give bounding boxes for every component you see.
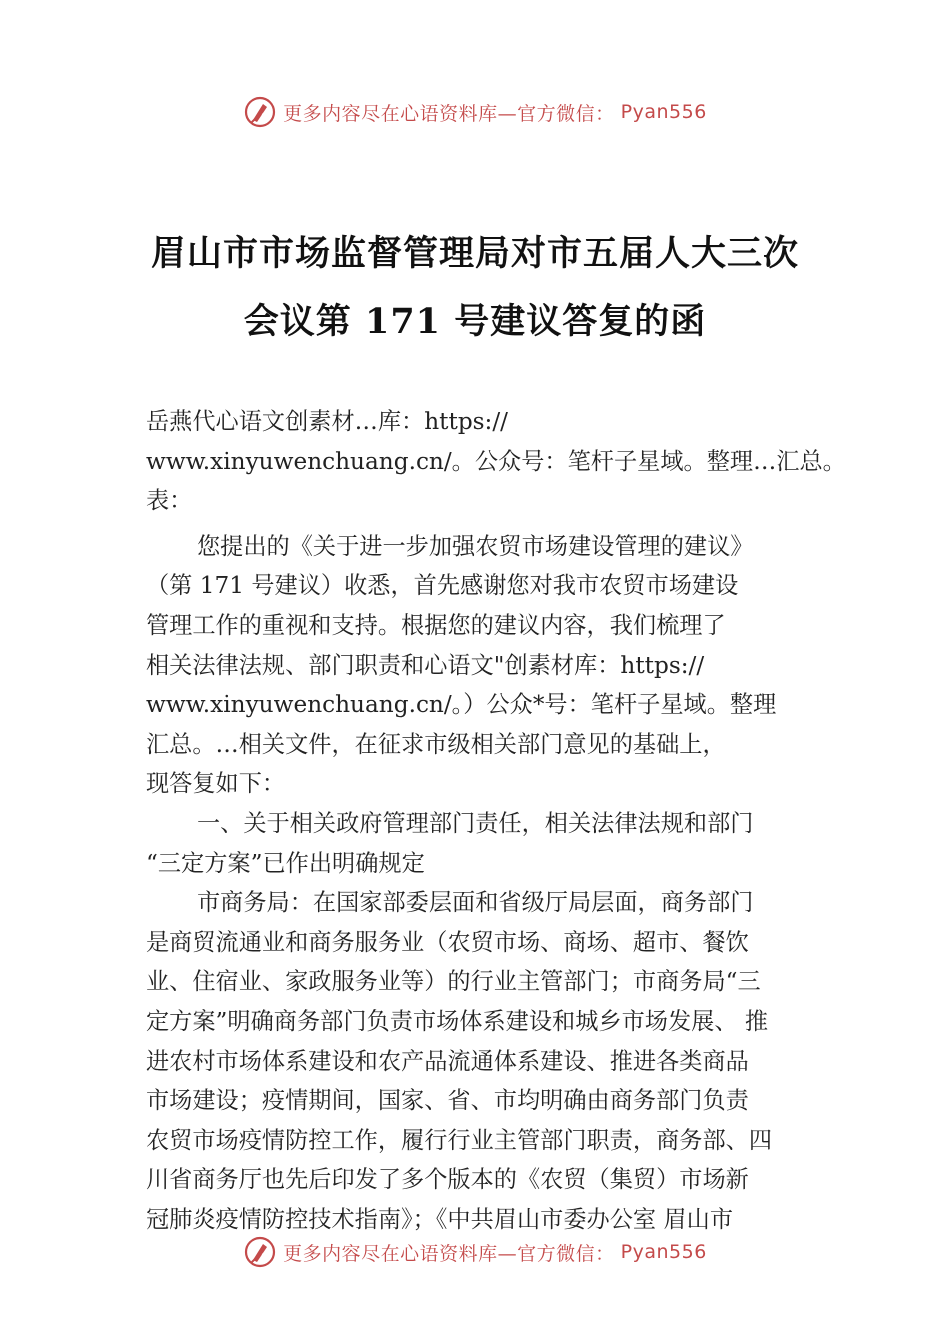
paragraph-line: 市场建设；疫情期间，国家、省、市均明确由商务部门负责 — [146, 1087, 749, 1115]
document-body — [146, 402, 866, 1239]
section-heading-line: 一、关于相关政府管理部门责任，相关法律法规和部门 — [197, 809, 754, 837]
section-1-heading — [146, 804, 866, 883]
header-banner-contact: Pyan556 — [620, 101, 707, 123]
paragraph-line: 您提出的《关于进一步加强农贸市场建设管理的建议》 — [197, 532, 754, 560]
paragraph-line: 汇总。…相关文件，在征求市级相关部门意见的基础上， — [146, 730, 726, 758]
paragraph-line: 现答复如下： — [146, 770, 286, 798]
footer-banner-contact: Pyan556 — [620, 1241, 707, 1263]
paragraph-line: 定方案”明确商务部门负责市场体系建设和城乡市场发展、 推 — [146, 1007, 769, 1035]
section-heading-line: “三定方案”已作出明确规定 — [146, 849, 425, 877]
paragraph-line: 业、住宿业、家政服务业等）的行业主管部门；市商务局“三 — [146, 968, 761, 996]
paragraph-line: 冠肺炎疫情防控技术指南》；《中共眉山市委办公室 眉山市 — [146, 1205, 734, 1233]
header-banner — [0, 95, 950, 129]
paragraph-line: www.xinyuwenchuang.cn/。）公众*号：笔杆子星域。整理 — [146, 691, 777, 719]
footer-banner-text: 更多内容尽在心语资料库—官方微信： — [283, 1242, 615, 1265]
footer-banner — [0, 1235, 950, 1269]
intro-line: 岳燕代心语文创素材…库：https:// — [146, 408, 508, 435]
paragraph-2 — [146, 883, 866, 1239]
intro-block — [146, 402, 866, 521]
paragraph-1 — [146, 527, 866, 804]
header-banner-text: 更多内容尽在心语资料库—官方微信： — [283, 102, 615, 125]
document-title-line-1: 眉山市市场监督管理局对市五届人大三次 — [150, 233, 799, 274]
pen-logo-icon — [243, 95, 277, 129]
intro-line: 表： — [146, 487, 193, 515]
paragraph-line: 管理工作的重视和支持。根据您的建议内容，我们梳理了 — [146, 611, 726, 639]
paragraph-line: 川省商务厅也先后印发了多个版本的《农贸（集贸）市场新 — [146, 1166, 749, 1194]
paragraph-line: 相关法律法规、部门职责和心语文"创素材库：https:// — [146, 651, 705, 679]
paragraph-line: 是商贸流通业和商务服务业（农贸市场、商场、超市、餐饮 — [146, 928, 749, 956]
intro-line: www.xinyuwenchuang.cn/。公众号：笔杆子星域。整理…汇总。 — [146, 447, 846, 475]
paragraph-line: 农贸市场疫情防控工作，履行行业主管部门职责，商务部、四 — [146, 1126, 773, 1154]
paragraph-line: 进农村市场体系建设和农产品流通体系建设、推进各类商品 — [146, 1047, 749, 1075]
document-title-line-2: 会议第 171 号建议答复的函 — [243, 301, 707, 342]
paragraph-line: （第 171 号建议）收悉，首先感谢您对我市农贸市场建设 — [146, 572, 739, 600]
paragraph-line: 市商务局：在国家部委层面和省级厅局层面，商务部门 — [197, 889, 754, 917]
pen-logo-icon — [243, 1235, 277, 1269]
